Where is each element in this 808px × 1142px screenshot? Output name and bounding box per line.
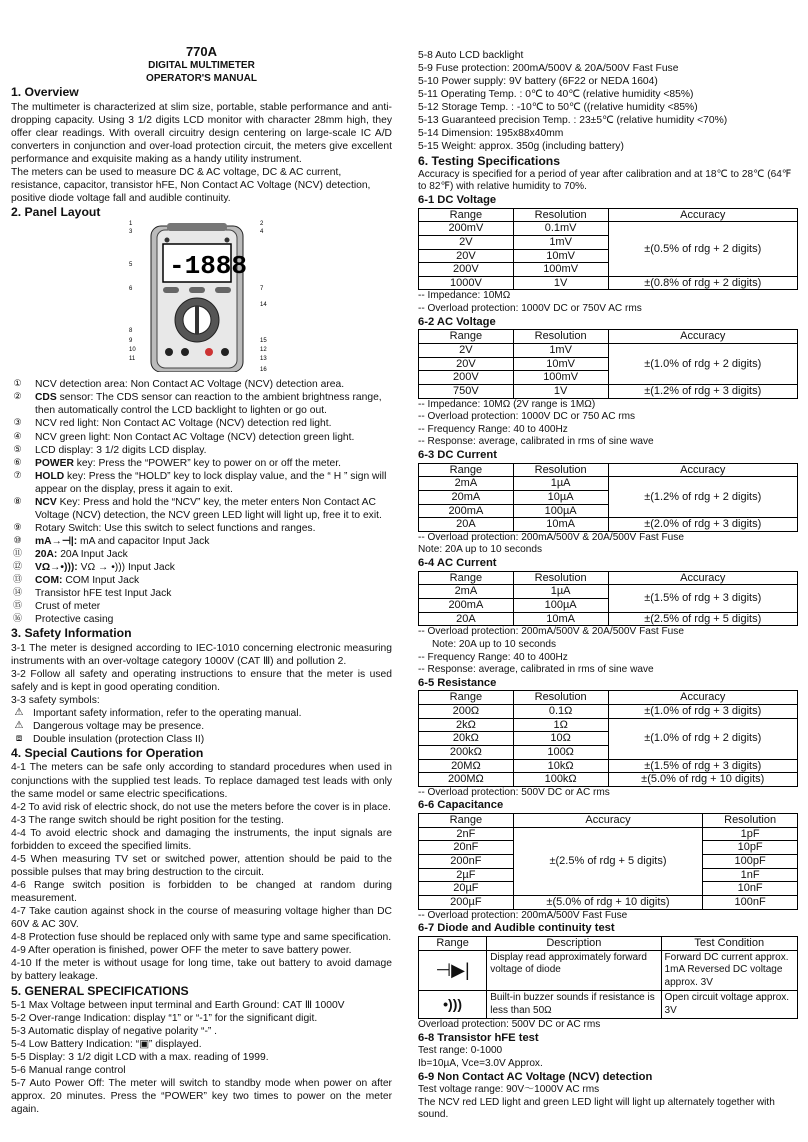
buzzer-icon: •))) <box>443 995 463 1012</box>
table-row: 200mA 100µA <box>419 599 798 613</box>
table-row: 200kΩ 100Ω <box>419 745 798 759</box>
svg-text:5: 5 <box>129 262 133 269</box>
spec-item: 5-13 Guaranteed precision Temp. : 23±5℃ (relative humidity <70%) <box>418 115 728 127</box>
list-item: ⑤ LCD display: 3 1/2 digits LCD display. <box>13 443 207 456</box>
table-row: 200µF ±(5.0% of rdg + 10 digits) 100nF <box>419 895 798 909</box>
caution-item: 4-2 To avid risk of electric shock, do not use the meters before the cover is in place. <box>11 801 391 813</box>
svg-text:15: 15 <box>260 338 267 345</box>
table-row: 200Ω 0.1Ω ±(1.0% of rdg + 3 digits) <box>419 705 798 719</box>
note: -- Overload protection: 1000V DC or 750V AC rms <box>418 303 642 315</box>
spec-item: 5-10 Power supply: 9V battery (6F22 or NEDA 1604) <box>418 76 658 88</box>
spec-item: 5-4 Low Battery Indication: “▣” displayed. <box>11 1038 202 1050</box>
list-item: ⑥ POWER key: Press the “POWER” key to power on or off the meter. <box>13 456 341 469</box>
table-row: 20A 10mA ±(2.0% of rdg + 3 digits) <box>419 518 798 532</box>
list-item: ⑩ mA→⊣|: mA and capacitor Input Jack <box>13 535 210 547</box>
lcd-readout: -1888 <box>169 251 248 282</box>
list-item: ⑭ Transistor hFE test Input Jack <box>12 587 172 600</box>
table-row: 20V 10mV <box>419 357 798 371</box>
panel-layout-heading: 2. Panel Layout <box>11 205 101 219</box>
spec-item: 5-11 Operating Temp. : 0℃ to 40℃ (relative humidity <85%) <box>418 89 694 101</box>
note: -- Overload protection: 200mA/500V & 20A/500V Fast Fuse <box>418 531 684 543</box>
table-row: 200mA 100µA <box>419 504 798 518</box>
list-item: ③ NCV red light: Non Contact AC Voltage (NCV) detection red light. <box>13 417 332 430</box>
symbol-row: ⧈ Double insulation (protection Class II) <box>11 733 392 746</box>
spec-item: 5-12 Storage Temp. : -10℃ to 50℃ ((relative humidity <85%) <box>418 102 698 114</box>
svg-text:2: 2 <box>260 221 264 228</box>
safety-text-1: 3-1 The meter is designed according to IEC-1010 concerning electronic measuring instruments with an over-voltage category 1000V (CAT Ⅲ) and pollution 2. <box>11 642 392 667</box>
note: Note: 20A up to 10 seconds <box>418 544 543 556</box>
table-row: 20µF 10nF <box>419 882 798 896</box>
caution-item: 4-9 After operation is finished, power OFF the meter to save battery power. <box>11 945 352 957</box>
table-row: 20mA 10µA <box>419 490 798 504</box>
table-row: 1000V 1V ±(0.8% of rdg + 2 digits) <box>419 276 798 290</box>
table-row: 2kΩ 1Ω ±(1.0% of rdg + 2 digits) <box>419 718 798 732</box>
dc-voltage-heading: 6-1 DC Voltage <box>418 193 497 206</box>
note: -- Overload protection: 200mA/500V Fast Fuse <box>418 909 628 921</box>
table-row: 200nF 100pF <box>419 855 798 869</box>
dc-voltage-table: Range Resolution Accuracy 200mV 0.1mV ±(0.5% of rdg + 2 digits) 2V 1mV 20V 10mV 200V 100mV 1000V 1V ±(0.8% of rdg + 2 digits) <box>418 208 798 291</box>
left-column <box>11 44 392 1116</box>
svg-text:16: 16 <box>260 367 267 373</box>
panel-layout-diagram <box>129 220 269 372</box>
diode-symbol-icon: ⊣▶| <box>435 960 470 981</box>
table-row: 2mA 1µA ±(1.2% of rdg + 2 digits) <box>419 477 798 491</box>
list-item: ⑮ Crust of meter <box>12 600 101 613</box>
symbol-row: ⚠ Dangerous voltage may be presence. <box>14 720 205 733</box>
overview-heading: 1. Overview <box>11 85 79 100</box>
svg-text:7: 7 <box>260 286 264 293</box>
caution-item: 4-5 When measuring TV set or switched power, attention should be paid to the possible pulses that may bring destruction to the circuit. <box>11 853 392 878</box>
svg-text:10: 10 <box>129 347 136 354</box>
caution-item: 4-7 Take caution against shock in the course of measuring voltage higher than DC 60V & AC 30V. <box>11 906 392 931</box>
spec-item: 5-9 Fuse protection: 200mA/500V & 20A/500V Fast Fuse <box>418 63 679 75</box>
table-row: 20MΩ 10kΩ ±(1.5% of rdg + 3 digits) <box>419 759 798 773</box>
symbol-row: ⚠ Important safety information, refer to the operating manual. <box>14 707 302 719</box>
svg-text:1: 1 <box>129 221 133 228</box>
note: Ib=10µA, Vce=3.0V Approx. <box>418 1057 543 1069</box>
caution-item: 4-6 Range switch position is forbidden to be changed at random during measurement. <box>11 880 392 905</box>
spec-item: 5-2 Over-range Indication: display “1” or “-1” for the significant digit. <box>11 1012 318 1024</box>
table-row: 2V 1mV <box>419 235 798 249</box>
table-row: 20nF 10pF <box>419 841 798 855</box>
table-row: 2mA 1µA ±(1.5% of rdg + 3 digits) <box>419 585 798 599</box>
table-row: •))) Built-in buzzer sounds if resistance is less than 50Ω Open circuit voltage approx. 3V <box>419 991 798 1019</box>
list-item: ⑯ Protective casing <box>12 613 114 626</box>
table-row: 20A 10mA ±(2.5% of rdg + 5 digits) <box>419 612 798 626</box>
table-row: 200V 100mV <box>419 371 798 385</box>
caution-item: 4-4 To avoid electric shock and damaging the instruments, the input signals are forbidden to exceed the specified limits. <box>11 827 392 852</box>
note: -- Overload protection: 500V DC or AC rms <box>418 786 610 798</box>
note: The NCV red LED light and green LED light will light up alternately together with sound. <box>418 1096 775 1121</box>
list-item: ⑬ COM: COM Input Jack <box>12 574 140 587</box>
svg-text:3: 3 <box>129 229 133 236</box>
testing-spec-heading: 6. Testing Specifications <box>418 153 560 168</box>
table-row: 2nF ±(2.5% of rdg + 5 digits) 1pF <box>419 827 798 841</box>
table-row: 200V 100mV <box>419 263 798 277</box>
list-item: ⑧ NCV Key: Press and hold the “NCV” key, the meter enters Non Contact AC Voltage (NCV) detection, the NCV green LED light will light up, free it to exit. <box>13 495 382 521</box>
capacitance-heading: 6-6 Capacitance <box>418 799 504 812</box>
safety-heading: 3. Safety Information <box>11 626 132 641</box>
ac-voltage-heading: 6-2 AC Voltage <box>418 315 496 328</box>
safety-text-3: 3-3 safety symbols: <box>11 694 100 706</box>
spec-item: 5-14 Dimension: 195x88x40mm <box>418 128 564 140</box>
svg-text:6: 6 <box>129 286 133 293</box>
ac-voltage-table: Range Resolution Accuracy 2V 1mV ±(1.0% of rdg + 2 digits) 20V 10mV 200V 100mV 750V 1V ±(1.2% of rdg + 3 digits) <box>418 329 798 398</box>
note: -- Response: average, calibrated in rms of sine wave <box>418 664 654 676</box>
dc-current-heading: 6-3 DC Current <box>418 448 497 461</box>
table-row: 20V 10mV <box>419 249 798 263</box>
overview-text-1: The multimeter is characterized at slim size, portable, stable performance and anti-dropping capacity. Using 3 1/2 digits LCD monitor with character 28mm high, they offer clear readings. With overall circuitry design centering on large-scale IC A/D converters in conjunction and over-load protection circuit, the meters give excellent performance and exquisite making as a handy utility instrument. <box>11 101 392 165</box>
note: Test voltage range: 90V～1000V AC rms <box>418 1084 600 1096</box>
table-row: 200mV 0.1mV ±(0.5% of rdg + 2 digits) <box>419 222 798 236</box>
note: -- Impedance: 10MΩ (2V range is 1MΩ) <box>418 398 596 410</box>
double-insulation-icon: ⧈ <box>15 733 23 745</box>
list-item: ⑫ VΩ→•))): VΩ → •))) Input Jack <box>12 561 175 574</box>
ncv-heading: 6-9 Non Contact AC Voltage (NCV) detection <box>418 1070 653 1083</box>
svg-text:12: 12 <box>260 347 267 354</box>
svg-text:14: 14 <box>260 302 267 309</box>
list-item: ② CDS sensor: The CDS sensor can reaction to the ambient brightness range, then automatically control the LCD backlight to lighten or go out. <box>13 391 382 417</box>
capacitance-table: Range Accuracy Resolution 2nF ±(2.5% of rdg + 5 digits) 1pF 20nF 10pF 200nF 100pF 2µF 1nF 20µF 10nF 200µF ±(5.0% of rdg + 10 digits) 100nF <box>418 813 798 909</box>
ac-current-heading: 6-4 AC Current <box>418 557 497 570</box>
manual-subtitle: OPERATOR'S MANUAL <box>146 72 257 84</box>
spec-item: 5-6 Manual range control <box>11 1065 126 1077</box>
caution-item: 4-10 If the meter is without usage for long time, take out battery to avoid damage by battery leakage. <box>11 958 392 983</box>
resistance-heading: 6-5 Resistance <box>418 676 497 689</box>
dc-current-table: Range Resolution Accuracy 2mA 1µA ±(1.2% of rdg + 2 digits) 20mA 10µA 200mA 100µA 20A 10mA ±(2.0% of rdg + 3 digits) <box>418 463 798 532</box>
table-row: 2V 1mV ±(1.0% of rdg + 2 digits) <box>419 343 798 357</box>
svg-text:8: 8 <box>129 328 133 335</box>
overview-text-2: The meters can be used to measure DC & AC voltage, DC & AC current, resistance, capacitor, transistor hFE, Non Contact AC Voltage (NCV) detection, positive diode voltage fall and audible continuity. <box>11 166 371 204</box>
cautions-heading: 4. Special Cautions for Operation <box>11 746 204 761</box>
warning-triangle-icon: ⚠ <box>14 707 24 719</box>
spec-item: 5-8 Auto LCD backlight <box>418 50 524 61</box>
safety-text-2: 3-2 Follow all safety and operating instructions to ensure that the meter is used safely and is kept in good operating condition. <box>11 668 392 693</box>
list-item: ① NCV detection area: Non Contact AC Voltage (NCV) detection area. <box>13 378 345 391</box>
note: -- Overload protection: 200mA/500V & 20A/500V Fast Fuse <box>418 626 684 638</box>
right-column <box>418 49 798 1122</box>
diode-heading: 6-7 Diode and Audible continuity test <box>418 922 615 935</box>
ac-current-table: Range Resolution Accuracy 2mA 1µA ±(1.5% of rdg + 3 digits) 200mA 100µA 20A 10mA ±(2.5% of rdg + 5 digits) <box>418 571 798 627</box>
note: Test range: 0-1000 <box>418 1045 503 1057</box>
svg-text:4: 4 <box>260 229 264 236</box>
table-row: 750V 1V ±(1.2% of rdg + 3 digits) <box>419 384 798 398</box>
testing-spec-intro: Accuracy is specified for a period of year after calibration and at 18℃ to 28℃ (64℉ to 82℉) with relative humidity to 70%. <box>418 168 792 193</box>
caution-item: 4-1 The meters can be safe only according to standard procedures when used in conjunctions with the supplied test leads. To replace damaged test leads with only the same model or same electric specifications. <box>11 762 392 800</box>
note: -- Impedance: 10MΩ <box>418 290 511 302</box>
panel-layout-list <box>11 378 392 626</box>
spec-item: 5-1 Max Voltage between input terminal and Earth Ground: CAT Ⅲ 1000V <box>11 999 345 1011</box>
svg-text:11: 11 <box>129 356 136 363</box>
diode-table: Range Description Test Condition ⊣▶| Display read approximately forward voltage of diode Forward DC current approx. 1mA Reversed DC voltage approx. 3V •))) Built-in buzzer sounds if resistance is less than 50Ω Open circuit voltage approx. 3V <box>418 936 798 1019</box>
high-voltage-icon: ⚠ <box>14 720 24 732</box>
spec-item: 5-5 Display: 3 1/2 digit LCD with a max. reading of 1999. <box>11 1052 269 1063</box>
spec-item: 5-15 Weight: approx. 350g (including battery) <box>418 141 624 153</box>
table-row: 20kΩ 10Ω <box>419 732 798 746</box>
note: -- Frequency Range: 40 to 400Hz <box>418 651 568 663</box>
caution-item: 4-8 Protection fuse should be replaced only with same type and same specification. <box>11 932 392 944</box>
spec-item: 5-3 Automatic display of negative polarity “-” . <box>11 1025 218 1037</box>
list-item: ⑨ Rotary Switch: Use this switch to select functions and ranges. <box>13 521 316 534</box>
note: -- Overload protection: 1000V DC or 750 AC rms <box>418 411 636 423</box>
list-item: ⑪ 20A: 20A Input Jack <box>12 548 128 561</box>
resistance-table: Range Resolution Accuracy 200Ω 0.1Ω ±(1.0% of rdg + 3 digits) 2kΩ 1Ω ±(1.0% of rdg + 2 digits) 20kΩ 10Ω 200kΩ 100Ω 20MΩ 10kΩ ±(1.5% of rdg + 3 digits) 200MΩ 100kΩ ±(5.0% of rdg + 10 digits) <box>418 690 798 786</box>
general-spec-heading: 5. GENERAL SPECIFICATIONS <box>11 983 189 998</box>
multimeter-illustration <box>129 220 269 372</box>
svg-text:13: 13 <box>260 356 267 363</box>
caution-item: 4-3 The range switch should be right position for the testing. <box>11 814 284 826</box>
svg-text:9: 9 <box>129 338 133 345</box>
table-row: 2µF 1nF <box>419 868 798 882</box>
note: Note: 20A up to 10 seconds <box>432 638 557 650</box>
list-item: ⑦ HOLD key: Press the “HOLD” key to lock display value, and the “ H ” sign will appear on the display, press it again to exit. <box>13 469 387 495</box>
table-row: ⊣▶| Display read approximately forward voltage of diode Forward DC current approx. 1mA Reversed DC voltage approx. 3V <box>419 950 798 991</box>
hfe-heading: 6-8 Transistor hFE test <box>418 1031 539 1044</box>
model-title: 770A <box>185 44 218 59</box>
spec-item: 5-7 Auto Power Off: The meter will switch to standby mode when power on after approx. 20 minutes. Press the “POWER” key two times to power on the meter again. <box>11 1078 392 1116</box>
product-subtitle: DIGITAL MULTIMETER <box>148 60 255 72</box>
list-item: ④ NCV green light: Non Contact AC Voltage (NCV) detection green light. <box>13 430 355 443</box>
table-row: 200MΩ 100kΩ ±(5.0% of rdg + 10 digits) <box>419 773 798 787</box>
note: -- Frequency Range: 40 to 400Hz <box>418 423 568 435</box>
note: -- Response: average, calibrated in rms of sine wave <box>418 436 654 448</box>
note: Overload protection: 500V DC or AC rms <box>418 1019 601 1031</box>
